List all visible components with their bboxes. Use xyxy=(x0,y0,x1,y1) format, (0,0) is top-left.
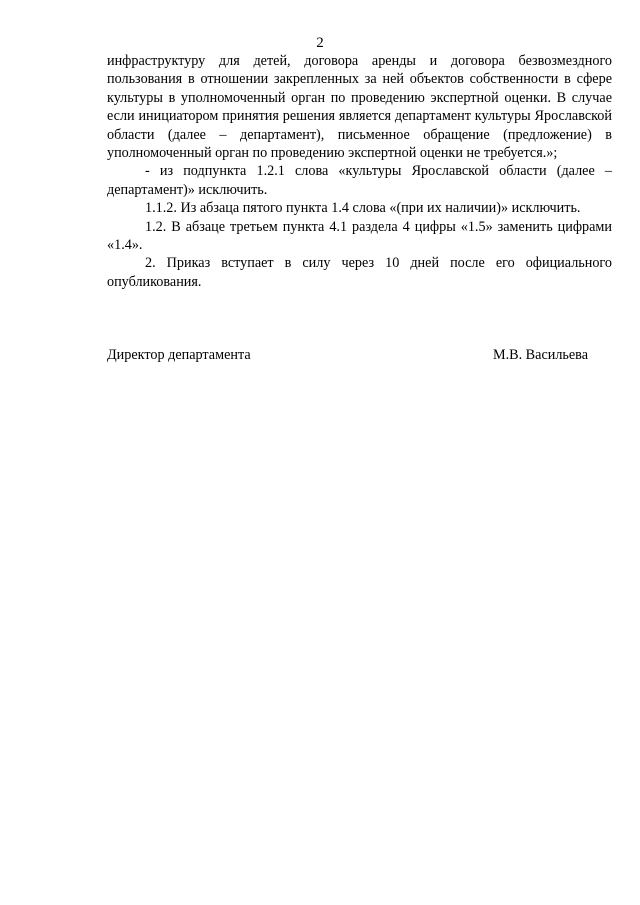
paragraph-continuation: инфраструктуру для детей, договора аренды и договора безвозмездного пользования в отношении закрепленных за ней объектов собственности в сфере культуры в уполномоченный орган по проведению экспертной оценки. В случае если инициатором принятия решения является департамент культуры Ярославской области (далее – департамент), письменное обращение (предложение) в уполномоченный орган по проведению экспертной оценки не требуется.»; xyxy=(107,53,612,162)
paragraph-item-1-1-2: 1.1.2. Из абзаца пятого пункта 1.4 слова «(при их наличии)» исключить. xyxy=(145,200,581,217)
page-number: 2 xyxy=(316,35,324,51)
document-body xyxy=(107,52,612,291)
paragraph-item-2: 2. Приказ вступает в силу через 10 дней после его официального опубликования. xyxy=(107,255,612,290)
paragraph-subitem-dash: - из подпункта 1.2.1 слова «культуры Ярославской области (далее – департамент)» исключить. xyxy=(107,163,612,198)
signatory-name: М.В. Васильева xyxy=(492,347,588,363)
signatory-position: Директор департамента xyxy=(107,347,251,363)
signature-block xyxy=(107,346,588,364)
paragraph-item-1-2: 1.2. В абзаце третьем пункта 4.1 раздела 4 цифры «1.5» заменить цифрами «1.4». xyxy=(107,218,612,254)
